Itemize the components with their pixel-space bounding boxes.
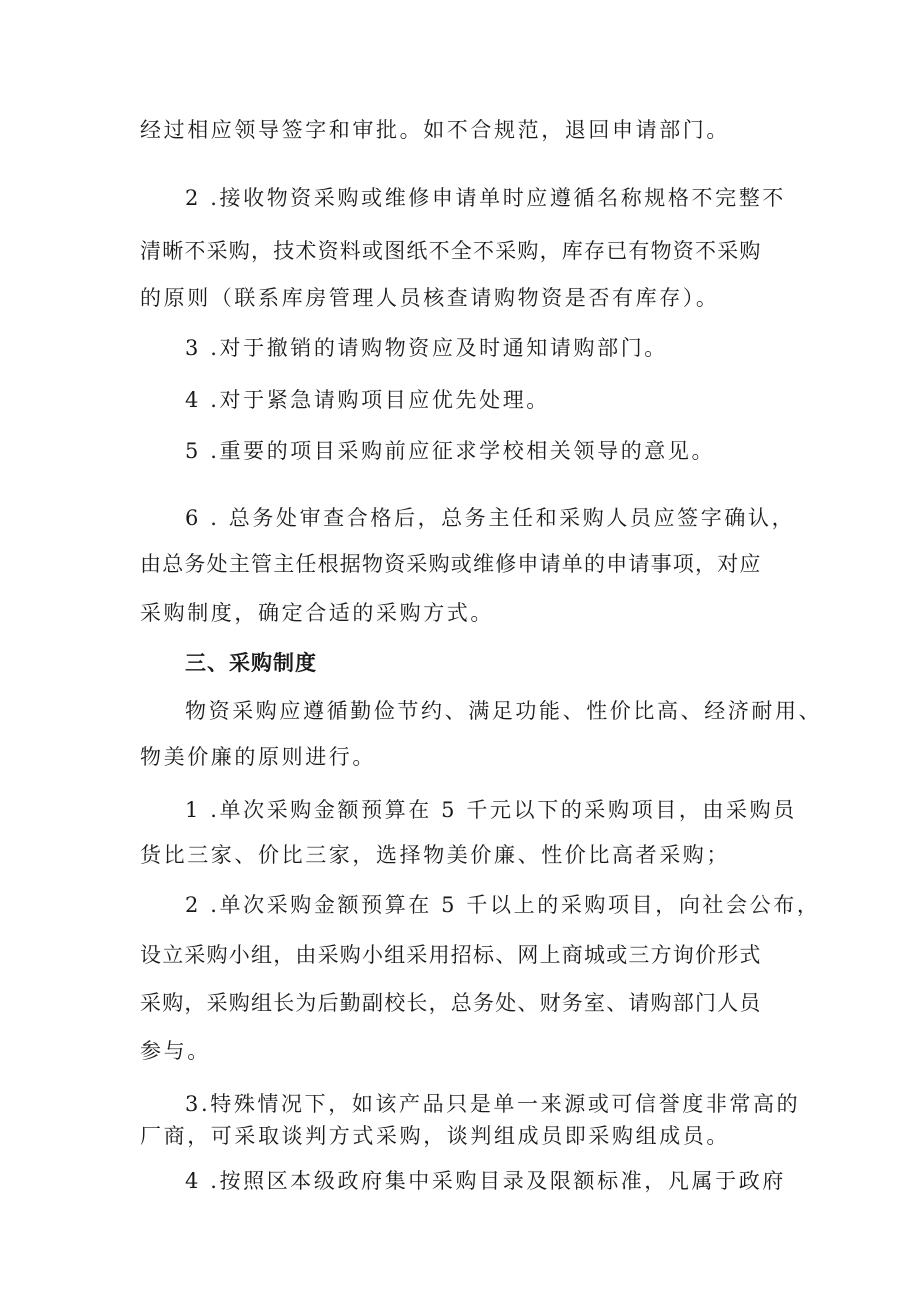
text-line: 参与。 xyxy=(140,1039,211,1063)
text-line: 设立采购小组，由采购小组采用招标、网上商城或三方询价形式 xyxy=(140,943,762,967)
text-line: 物资采购应遵循勤俭节约、满足功能、性价比高、经济耐用、 xyxy=(185,699,823,723)
text-line: 经过相应领导签字和审批。如不合规范，退回申请部门。 xyxy=(140,118,730,142)
text-line: 2 .接收物资采购或维修申请单时应遵循名称规格不完整不 xyxy=(185,186,786,210)
text-line: 3.特殊情况下，如该产品只是单一来源或可信誉度非常高的 xyxy=(185,1092,801,1116)
section-heading: 三、采购制度 xyxy=(185,651,317,675)
text-line: 采购，采购组长为后勤副校长，总务处、财务室、请购部门人员 xyxy=(140,991,762,1015)
text-line: 清晰不采购，技术资料或图纸不全不采购，库存已有物资不采购 xyxy=(140,239,762,263)
text-line: 1 .单次采购金额预算在 5 千元以下的采购项目，由采购员 xyxy=(185,798,797,822)
text-line: 厂商，可采取谈判方式采购，谈判组成员即采购组成员。 xyxy=(140,1124,730,1148)
text-line: 2 .单次采购金额预算在 5 千以上的采购项目，向社会公布， xyxy=(185,893,821,917)
text-line: 4 .按照区本级政府集中采购目录及限额标准，凡属于政府 xyxy=(185,1169,786,1193)
text-line: 6 . 总务处审查合格后，总务主任和采购人员应签字确认， xyxy=(185,506,796,530)
text-line: 采购制度，确定合适的采购方式。 xyxy=(140,601,494,625)
text-line: 4 .对于紧急请购项目应优先处理。 xyxy=(185,388,550,412)
text-line: 3 .对于撤销的请购物资应及时通知请购部门。 xyxy=(185,336,668,360)
text-line: 由总务处主管主任根据物资采购或维修申请单的申请事项，对应 xyxy=(140,552,762,576)
text-line: 5 .重要的项目采购前应征求学校相关领导的意见。 xyxy=(185,439,716,463)
text-line: 的原则（联系库房管理人员核查请购物资是否有库存）。 xyxy=(140,286,720,310)
text-line: 货比三家、价比三家，选择物美价廉、性价比高者采购； xyxy=(140,843,730,867)
text-line: 物美价廉的原则进行。 xyxy=(140,745,376,769)
